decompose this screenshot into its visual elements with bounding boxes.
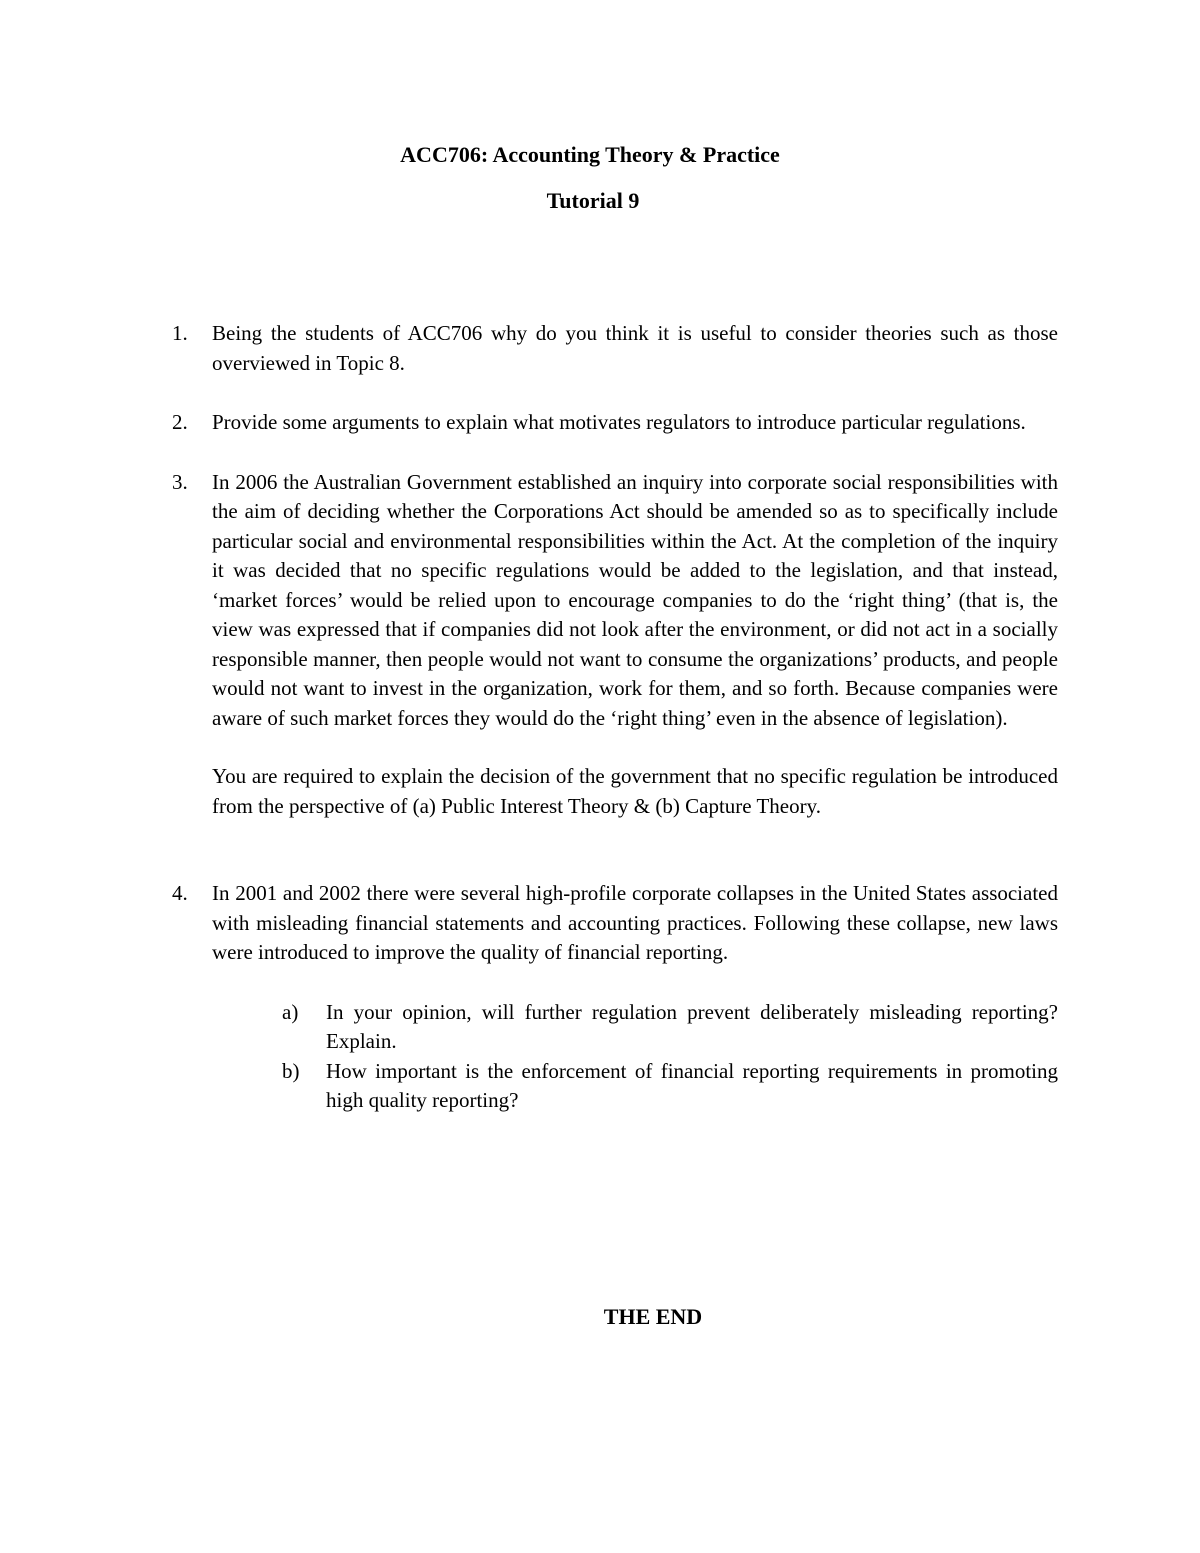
question-2: [168, 408, 1058, 438]
the-end: THE END: [603, 1304, 703, 1329]
question-number: 2.: [172, 410, 188, 434]
subquestion-a: [282, 998, 1058, 1057]
question-list: [168, 319, 1058, 1146]
subquestion-b: [282, 1057, 1058, 1116]
question-number: 1.: [172, 321, 188, 345]
question-text: Being the students of ACC706 why do you think it is useful to consider theories such as those overviewed in Topic 8.: [212, 321, 1058, 375]
question-1: [168, 319, 1058, 378]
subquestion-label: b): [282, 1058, 300, 1083]
question-number: 4.: [172, 881, 188, 905]
question-3-requirement: You are required to explain the decision of the government that no specific regulation be introduced from the perspective of (a) Public Interest Theory & (b) Capture Theory.: [212, 764, 1058, 818]
subquestion-list: [212, 998, 1058, 1116]
question-4: [168, 879, 1058, 1116]
subquestion-text: In your opinion, will further regulation prevent deliberately misleading reporting? Explain.: [326, 999, 1058, 1053]
question-text: In 2006 the Australian Government established an inquiry into corporate social responsibilities with the aim of deciding whether the Corporations Act should be amended so as to specifically include particular social and environmental responsibilities within the Act. At the completion of the inquiry it was decided that no specific regulations would be added to the legislation, and that instead, ‘market forces’ would be relied upon to encourage companies to do the ‘right thing’ (that is, the view was expressed that if companies did not look after the environment, or did not act in a socially responsible manner, then people would not want to consume the organizations’ products, and people would not want to invest in the organization, work for them, and so forth. Because companies were aware of such market forces they would do the ‘right thing’ even in the absence of legislation).: [212, 469, 1058, 730]
subquestion-label: a): [282, 999, 299, 1024]
question-3: [168, 468, 1058, 734]
subquestion-text: How important is the enforcement of financial reporting requirements in promoting high quality reporting?: [326, 1058, 1058, 1112]
tutorial-title: Tutorial 9: [546, 188, 640, 213]
question-text: Provide some arguments to explain what motivates regulators to introduce particular regulations.: [212, 410, 1026, 434]
question-text: In 2001 and 2002 there were several high-profile corporate collapses in the United States associated with misleading financial statements and accounting practices. Following these collapse, new laws were introduced to improve the quality of financial reporting.: [212, 881, 1058, 964]
question-number: 3.: [172, 469, 188, 494]
course-title: ACC706: Accounting Theory & Practice: [400, 142, 780, 167]
